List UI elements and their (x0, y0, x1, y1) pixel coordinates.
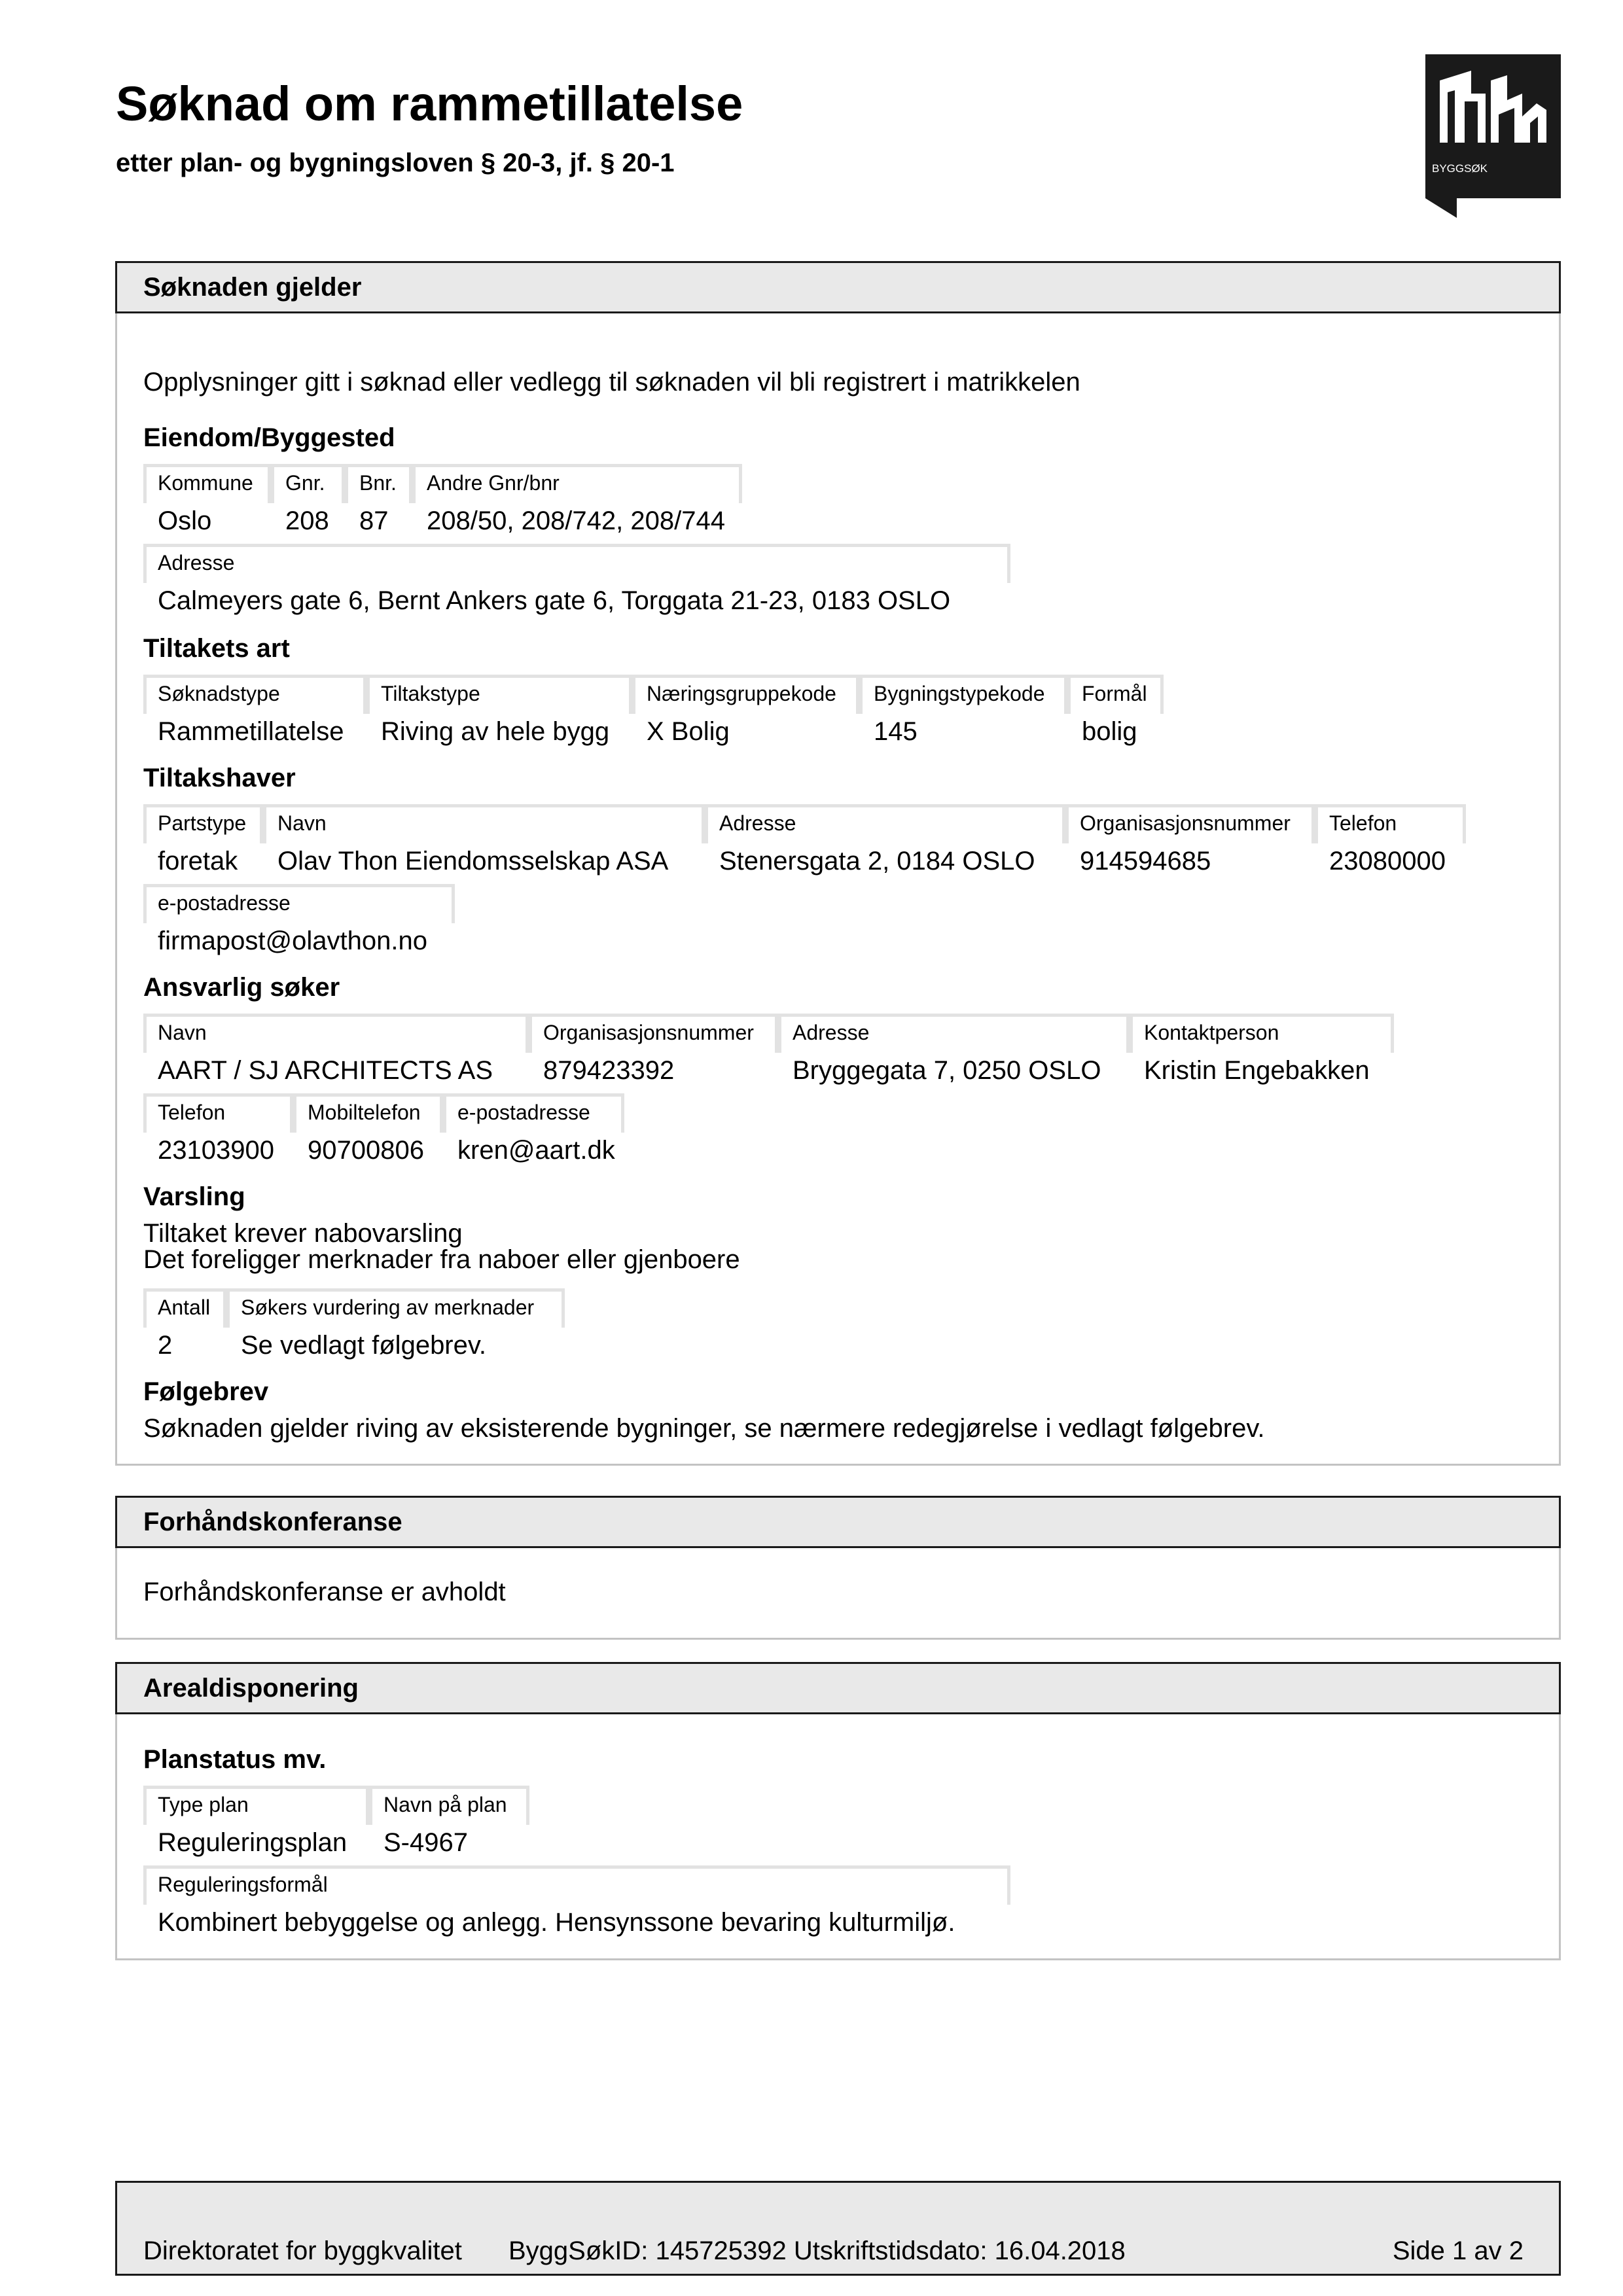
varsling-line-2: Det foreligger merknader fra naboer eller gjenboere (143, 1245, 740, 1274)
section-forhandskonferanse (115, 1496, 1561, 1640)
footer-page-number: Side 1 av 2 (1392, 2236, 1524, 2265)
planstatus-heading: Planstatus mv. (143, 1745, 327, 1774)
field-bygningstypekode: Bygningstypekode 145 (859, 675, 1067, 714)
field-ansvarlig-navn: Navn AART / SJ ARCHITECTS AS (143, 1014, 529, 1053)
section-soknaden-gjelder (115, 261, 1561, 1466)
field-ansvarlig-telefon: Telefon 23103900 (143, 1093, 293, 1133)
field-type-plan: Type plan Reguleringsplan (143, 1786, 369, 1825)
field-reguleringsformal: Reguleringsformål Kombinert bebyggelse og anlegg. Hensynssone bevaring kulturmiljø. (143, 1865, 1010, 1905)
section-arealdisponering (115, 1662, 1561, 1960)
field-tiltakshaver-epost: e-postadresse firmapost@olavthon.no (143, 884, 455, 923)
field-gnr: Gnr. 208 (271, 464, 345, 503)
field-andre-gnr-bnr: Andre Gnr/bnr 208/50, 208/742, 208/744 (412, 464, 742, 503)
field-mobiltelefon: Mobiltelefon 90700806 (293, 1093, 443, 1133)
field-ansvarlig-epost: e-postadresse kren@aart.dk (443, 1093, 624, 1133)
field-kontaktperson: Kontaktperson Kristin Engebakken (1130, 1014, 1394, 1053)
field-sokers-vurdering: Søkers vurdering av merknader Se vedlagt følgebrev. (226, 1288, 565, 1328)
field-ansvarlig-orgnr: Organisasjonsnummer 879423392 (529, 1014, 778, 1053)
logo-text: BYGGSØK (1432, 162, 1488, 175)
footer-organisation: Direktoratet for byggkvalitet (143, 2236, 462, 2265)
field-soknadstype: Søknadstype Rammetillatelse (143, 675, 366, 714)
varsling-line-1: Tiltaket krever nabovarsling (143, 1219, 463, 1248)
varsling-heading: Varsling (143, 1182, 245, 1211)
field-tiltakshaver-telefon: Telefon 23080000 (1315, 804, 1466, 843)
field-adresse: Adresse Calmeyers gate 6, Bernt Ankers gate 6, Torggata 21-23, 0183 OSLO (143, 544, 1010, 583)
field-kommune: Kommune Oslo (143, 464, 271, 503)
byggsok-logo (1425, 54, 1561, 218)
field-partstype: Partstype foretak (143, 804, 263, 843)
intro-text: Opplysninger gitt i søknad eller vedlegg til søknaden vil bli registrert i matrikkelen (143, 368, 1080, 397)
field-antall: Antall 2 (143, 1288, 226, 1328)
forhandskonferanse-text: Forhåndskonferanse er avholdt (143, 1578, 506, 1606)
footer-byggsok-id: ByggSøkID: 145725392 Utskriftstidsdato: 16.04.2018 (508, 2236, 1126, 2265)
field-tiltakshaver-adresse: Adresse Stenersgata 2, 0184 OSLO (705, 804, 1065, 843)
field-tiltakshaver-orgnr: Organisasjonsnummer 914594685 (1065, 804, 1315, 843)
field-naeringsgruppekode: Næringsgruppekode X Bolig (632, 675, 859, 714)
field-ansvarlig-adresse: Adresse Bryggegata 7, 0250 OSLO (778, 1014, 1130, 1053)
section-heading: Arealdisponering (115, 1662, 1561, 1714)
field-tiltakshaver-navn: Navn Olav Thon Eiendomsselskap ASA (263, 804, 705, 843)
ansvarlig-heading: Ansvarlig søker (143, 973, 340, 1002)
eiendom-heading: Eiendom/Byggested (143, 423, 395, 452)
field-bnr: Bnr. 87 (345, 464, 412, 503)
field-formal: Formål bolig (1067, 675, 1164, 714)
page-footer (115, 2181, 1561, 2276)
field-navn-pa-plan: Navn på plan S-4967 (369, 1786, 529, 1825)
field-tiltakstype: Tiltakstype Riving av hele bygg (366, 675, 632, 714)
section-heading: Forhåndskonferanse (115, 1496, 1561, 1548)
tiltak-heading: Tiltakets art (143, 634, 290, 663)
folgebrev-heading: Følgebrev (143, 1377, 269, 1406)
section-heading: Søknaden gjelder (115, 261, 1561, 313)
page-title: Søknad om rammetillatelse (116, 77, 743, 131)
folgebrev-text: Søknaden gjelder riving av eksisterende bygninger, se nærmere redegjørelse i vedlagt følgebrev. (143, 1414, 1265, 1443)
page-subtitle: etter plan- og bygningsloven § 20-3, jf. § 20-1 (116, 149, 675, 177)
tiltakshaver-heading: Tiltakshaver (143, 764, 296, 792)
